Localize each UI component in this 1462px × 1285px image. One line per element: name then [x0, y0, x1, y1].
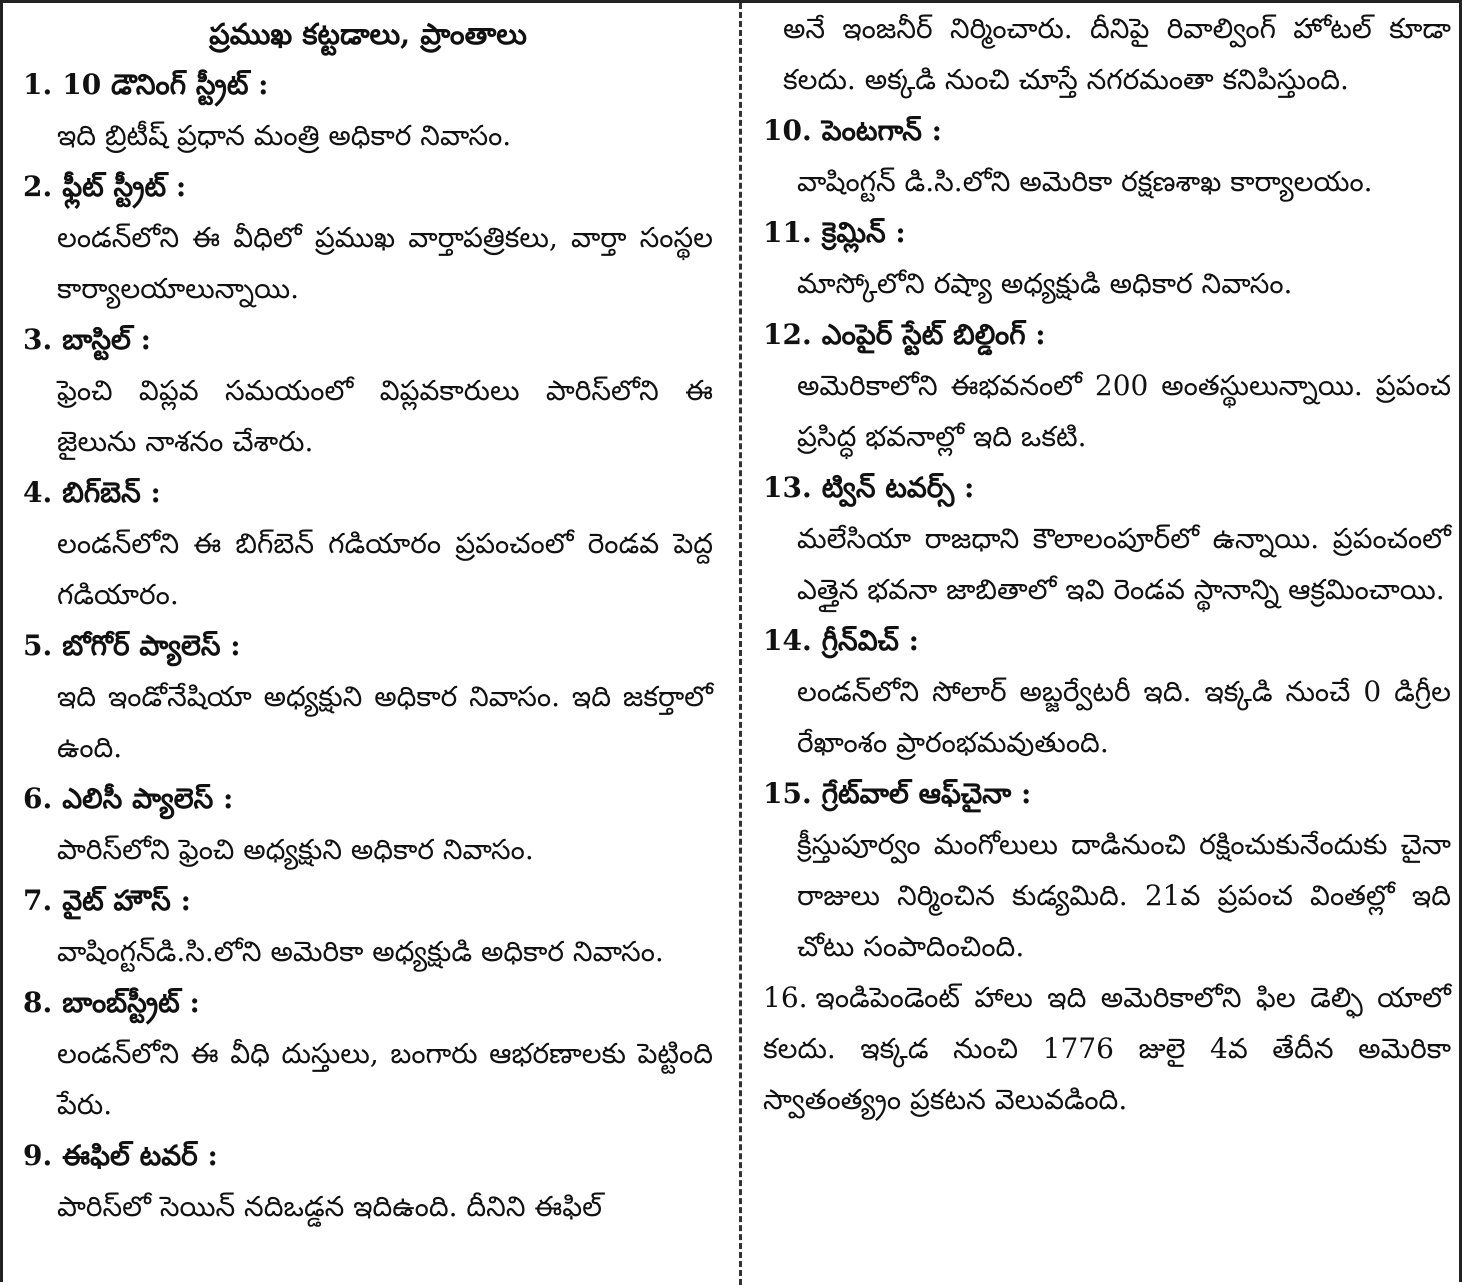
document-title: ప్రముఖ కట్టడాలు, ప్రాంతాలు: [209, 17, 527, 51]
entry-body: లండన్‌లోని ఈ బిగ్‌బెన్ గడియారం ప్రపంచంలో రెండవ పెద్ద గడియారం.: [57, 527, 713, 611]
entry-number: 5.: [23, 629, 53, 662]
entry-heading: [23, 161, 713, 212]
entry-2: [23, 161, 713, 314]
entry-title: ఎలిసీ ప్యాలెస్ :: [62, 782, 234, 815]
entry-body: లండన్‌లోని సోలార్ అబ్జర్వేటరీ ఇది. ఇక్కడి నుంచే 0 డిగ్రీల రేఖాంశం ప్రారంభమవుతుంది.: [797, 675, 1451, 759]
entry-body: మలేసియా రాజధాని కౌలాలంపూర్‌లో ఉన్నాయి. ప్రపంచంలో ఎత్తైన భవనా జాబితాలో ఇవి రెండవ స్థానాన్ని ఆక్రమించాయి.: [797, 522, 1451, 606]
entry-heading: [23, 875, 713, 926]
entry-body: అమెరికాలోని ఈభవనంలో 200 అంతస్థులున్నాయి. ప్రపంచ ప్రసిద్ధ భవనాల్లో ఇది ఒకటి.: [797, 369, 1451, 453]
entry-number: 13.: [763, 471, 812, 504]
entry-body: వాషింగ్టన్‌డి.సి.లోని అమెరికా అధ్యక్షుడి అధికార నివాసం.: [57, 935, 664, 968]
column-divider: [739, 3, 742, 1285]
entry-14: [763, 615, 1451, 768]
entry-title: బిగ్‌బెన్ :: [62, 476, 161, 509]
entry-5: [23, 620, 713, 773]
entry-heading: [763, 462, 1451, 513]
entry-title: 10 డౌనింగ్ స్ట్రీట్ :: [62, 68, 269, 101]
entry-heading: [23, 467, 713, 518]
entry-4: [23, 467, 713, 620]
entry-title: గ్రేట్‌వాల్ ఆఫ్‌చైనా :: [821, 777, 1032, 810]
entry-heading: [23, 773, 713, 824]
entry-11: [763, 207, 1451, 309]
entry-title: ట్విన్ టవర్స్ :: [821, 471, 975, 504]
entry-8: [23, 977, 713, 1130]
entry-number: 14.: [763, 624, 812, 657]
entry-heading: [763, 309, 1451, 360]
entry-heading: [23, 314, 713, 365]
entry-16: [763, 972, 1451, 1125]
entry-number: 12.: [763, 318, 812, 351]
entry-title: బోగోర్ ప్యాలెస్ :: [62, 629, 241, 662]
entry-3: [23, 314, 713, 467]
entry-number: 4.: [23, 476, 53, 509]
entry-body: లండన్‌లోని ఈ వీధి దుస్తులు, బంగారు ఆభరణాలకు పెట్టింది పేరు.: [57, 1037, 713, 1121]
entry-body: క్రీస్తుపూర్వం మంగోలులు దాడినుంచి రక్షించుకునేందుకు చైనా రాజులు నిర్మించిన కుడ్యమిది. 21వ ప్రపంచ వింతల్లో ఇది చోటు సంపాదించింది.: [797, 828, 1451, 963]
entry-number: 10.: [763, 114, 812, 147]
entry-15: [763, 768, 1451, 972]
entry-title: పెంటగాన్ :: [821, 114, 942, 147]
entry-heading: [23, 977, 713, 1028]
entry-body: మాస్కోలోని రష్యా అధ్యక్షుడి అధికార నివాసం.: [797, 267, 1293, 300]
entry-body: ఇది బ్రిటీష్ ప్రధాన మంత్రి అధికార నివాసం.: [57, 119, 512, 152]
entry-heading: [763, 105, 1451, 156]
entry-6: [23, 773, 713, 875]
entry-7: [23, 875, 713, 977]
entry-title: ఎంపైర్ స్టేట్ బిల్డింగ్ :: [821, 318, 1046, 351]
entry-9: [23, 1130, 713, 1232]
entry-number: 16.: [763, 981, 808, 1014]
right-column: [763, 3, 1451, 1125]
entry-title: ఈఫిల్ టవర్ :: [62, 1139, 218, 1172]
left-column: [23, 3, 713, 1232]
entry-body: ఇది ఇండోనేషియా అధ్యక్షుని అధికార నివాసం. ఇది జకర్తాలో ఉంది.: [57, 680, 713, 764]
entry-heading: [23, 59, 713, 110]
entry-number: 11.: [763, 216, 812, 249]
entry-number: 8.: [23, 986, 53, 1019]
entry-heading: [763, 207, 1451, 258]
entry-body: వాషింగ్టన్ డి.సి.లోని అమెరికా రక్షణశాఖ కార్యాలయం.: [797, 165, 1373, 198]
entry-10: [763, 105, 1451, 207]
entry-number: 2.: [23, 170, 53, 203]
entry-body: పారిస్‌లో సెయిన్ నదిఒడ్డన ఇదిఉంది. దీనిని ఈఫిల్: [57, 1190, 602, 1223]
entry-12: [763, 309, 1451, 462]
entry-title: బాస్టిల్ :: [62, 323, 151, 356]
entry-title: ఫ్లీట్ స్ట్రీట్ :: [62, 170, 187, 203]
entry-1: [23, 59, 713, 161]
entry-heading: [23, 620, 713, 671]
entry-body: లండన్‌లోని ఈ వీధిలో ప్రముఖ వార్తాపత్రికలు, వార్తా సంస్థల కార్యాలయాలున్నాయి.: [57, 221, 713, 305]
entry-number: 1.: [23, 68, 53, 101]
entry-body: పారిస్‌లోని ఫ్రెంచి అధ్యక్షుని అధికార నివాసం.: [57, 833, 534, 866]
entry-13: [763, 462, 1451, 615]
entry-title: బాంబ్‌స్ట్రీట్ :: [62, 986, 200, 1019]
entry-9-continuation: అనే ఇంజనీర్ నిర్మించారు. దీనిపై రివాల్వింగ్ హోటల్ కూడా కలదు. అక్కడి నుంచి చూస్తే నగరమంతా కనిపిస్తుంది.: [783, 12, 1451, 96]
entry-number: 7.: [23, 884, 53, 917]
entry-heading: [763, 768, 1451, 819]
entry-heading: [23, 1130, 713, 1181]
entry-number: 9.: [23, 1139, 53, 1172]
entry-number: 3.: [23, 323, 53, 356]
entry-number: 15.: [763, 777, 812, 810]
entry-heading: [763, 615, 1451, 666]
entry-text: ఇండిపెండెంట్ హాలు ఇది అమెరికాలోని ఫిల డెల్ఫి యాలో కలదు. ఇక్కడ నుంచి 1776 జులై 4వ తేదీన అమెరికా స్వాతంత్య్రం ప్రకటన వెలువడింది.: [763, 981, 1451, 1116]
entry-number: 6.: [23, 782, 53, 815]
entry-body: ఫ్రెంచి విప్లవ సమయంలో విప్లవకారులు పారిస్‌లోని ఈ జైలును నాశనం చేశారు.: [57, 374, 713, 458]
entry-title: వైట్ హౌస్ :: [62, 884, 191, 917]
entry-title: గ్రీన్‌విచ్ :: [821, 624, 919, 657]
entry-title: క్రెమ్లిన్ :: [821, 216, 906, 249]
